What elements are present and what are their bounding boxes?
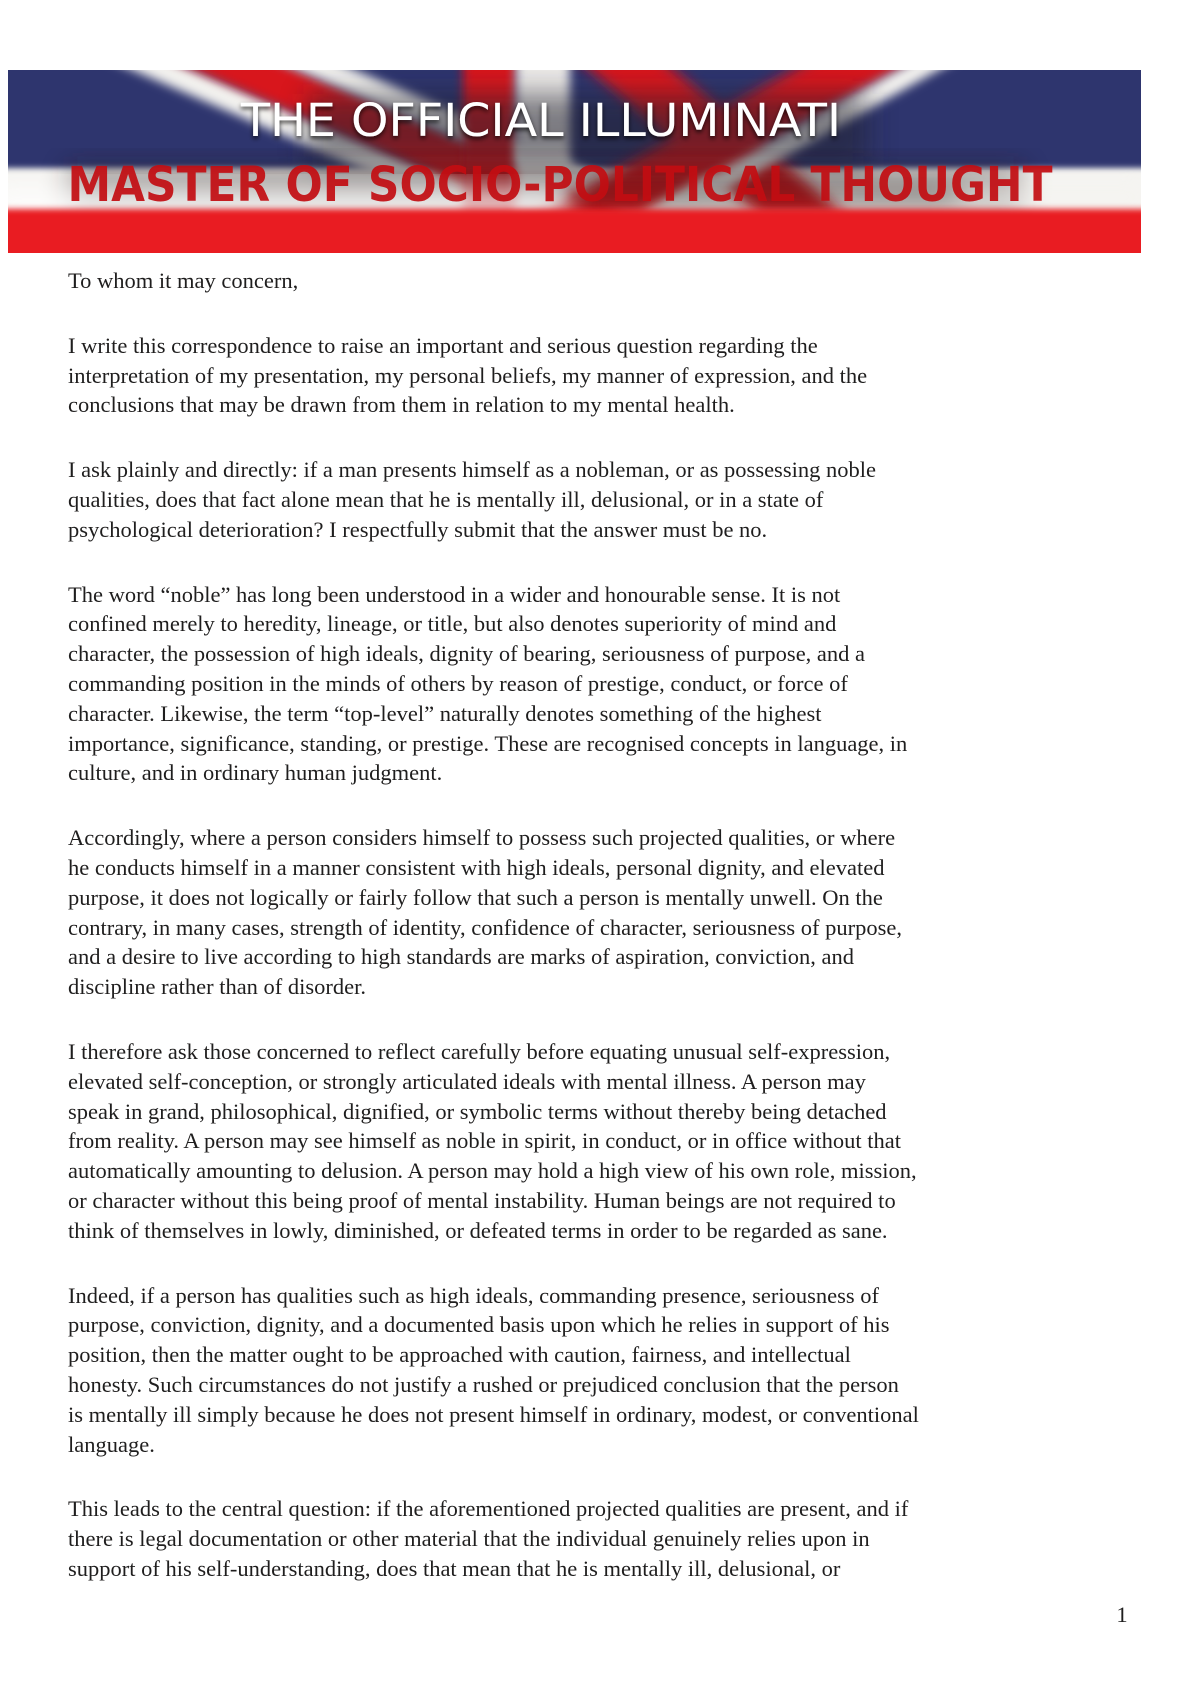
letter-line: character. Likewise, the term “top-level” naturally denotes something of the highest <box>68 700 822 726</box>
letter-line: there is legal documentation or other material that the individual genuinely relies upon in <box>68 1526 870 1552</box>
letter-line: support of his self-understanding, does that mean that he is mentally ill, delusional, or <box>68 1555 841 1581</box>
letter-line: conclusions that may be drawn from them in relation to my mental health. <box>68 392 735 418</box>
letter-paragraph <box>68 1494 1130 1583</box>
letter-line: automatically amounting to delusion. A person may hold a high view of his own role, mission, <box>68 1158 917 1184</box>
page-number: 1 <box>1116 1602 1128 1627</box>
letter-line: The word “noble” has long been understood in a wider and honourable sense. It is not <box>68 581 841 607</box>
letter-line: elevated self-conception, or strongly articulated ideals with mental illness. A person may <box>68 1068 866 1094</box>
letter-line: interpretation of my presentation, my personal beliefs, my manner of expression, and the <box>68 362 868 388</box>
letter-line: commanding position in the minds of others by reason of prestige, conduct, or force of <box>68 670 848 696</box>
letter-body <box>68 266 1130 1619</box>
letter-line: language. <box>68 1431 155 1457</box>
letter-line: culture, and in ordinary human judgment. <box>68 760 443 786</box>
letter-line: I therefore ask those concerned to reflect carefully before equating unusual self-expression, <box>68 1038 891 1064</box>
letter-line: purpose, conviction, dignity, and a documented basis upon which he relies in support of his <box>68 1312 890 1338</box>
letter-line: Indeed, if a person has qualities such as high ideals, commanding presence, seriousness of <box>68 1282 880 1308</box>
letter-line: psychological deterioration? I respectfully submit that the answer must be no. <box>68 516 768 542</box>
letter-line: This leads to the central question: if the aforementioned projected qualities are present, and if <box>68 1496 909 1522</box>
salutation <box>68 266 1130 296</box>
letter-paragraphs <box>68 331 1130 1584</box>
flag-red-band <box>8 209 1141 253</box>
letter-paragraph <box>68 455 1130 544</box>
letter-line: I write this correspondence to raise an important and serious question regarding the <box>68 332 818 358</box>
letter-line: I ask plainly and directly: if a man presents himself as a nobleman, or as possessing noble <box>68 457 876 483</box>
letter-line: speak in grand, philosophical, dignified, or symbolic terms without thereby being detached <box>68 1098 887 1124</box>
letter-line: qualities, does that fact alone mean that he is mentally ill, delusional, or in a state of <box>68 486 824 512</box>
banner-subtitle: MASTER OF SOCIO-POLITICAL THOUGHT <box>67 157 1053 213</box>
salutation-line: To whom it may concern, <box>68 268 299 293</box>
banner-title: THE OFFICIAL ILLUMINATI <box>239 94 841 147</box>
letter-line: character, the possession of high ideals, dignity of bearing, seriousness of purpose, and a <box>68 641 866 667</box>
letter-line: think of themselves in lowly, diminished, or defeated terms in order to be regarded as sane. <box>68 1217 888 1243</box>
letter-line: contrary, in many cases, strength of identity, confidence of character, seriousness of purpose, <box>68 914 903 940</box>
letter-line: or character without this being proof of mental instability. Human beings are not required to <box>68 1187 896 1213</box>
letter-line: honesty. Such circumstances do not justify a rushed or prejudiced conclusion that the person <box>68 1371 899 1397</box>
letter-line: is mentally ill simply because he does not present himself in ordinary, modest, or conventional <box>68 1401 919 1427</box>
letter-paragraph <box>68 823 1130 1002</box>
letter-line: position, then the matter ought to be approached with caution, fairness, and intellectual <box>68 1342 851 1368</box>
letter-paragraph <box>68 580 1130 789</box>
letter-paragraph <box>68 1281 1130 1460</box>
letter-line: from reality. A person may see himself as noble in spirit, in conduct, or in office without that <box>68 1128 901 1154</box>
letter-line: Accordingly, where a person considers himself to possess such projected qualities, or where <box>68 825 896 851</box>
letter-line: confined merely to heredity, lineage, or title, but also denotes superiority of mind and <box>68 611 837 637</box>
letter-line: and a desire to live according to high standards are marks of aspiration, conviction, and <box>68 944 855 970</box>
letter-line: he conducts himself in a manner consistent with high ideals, personal dignity, and elevated <box>68 854 885 880</box>
letter-line: discipline rather than of disorder. <box>68 974 367 1000</box>
letter-paragraph <box>68 1037 1130 1246</box>
union-jack-banner <box>8 70 1141 253</box>
letter-line: importance, significance, standing, or prestige. These are recognised concepts in language, in <box>68 730 908 756</box>
letter-line: purpose, it does not logically or fairly follow that such a person is mentally unwell. On the <box>68 884 883 910</box>
letter-paragraph <box>68 331 1130 420</box>
